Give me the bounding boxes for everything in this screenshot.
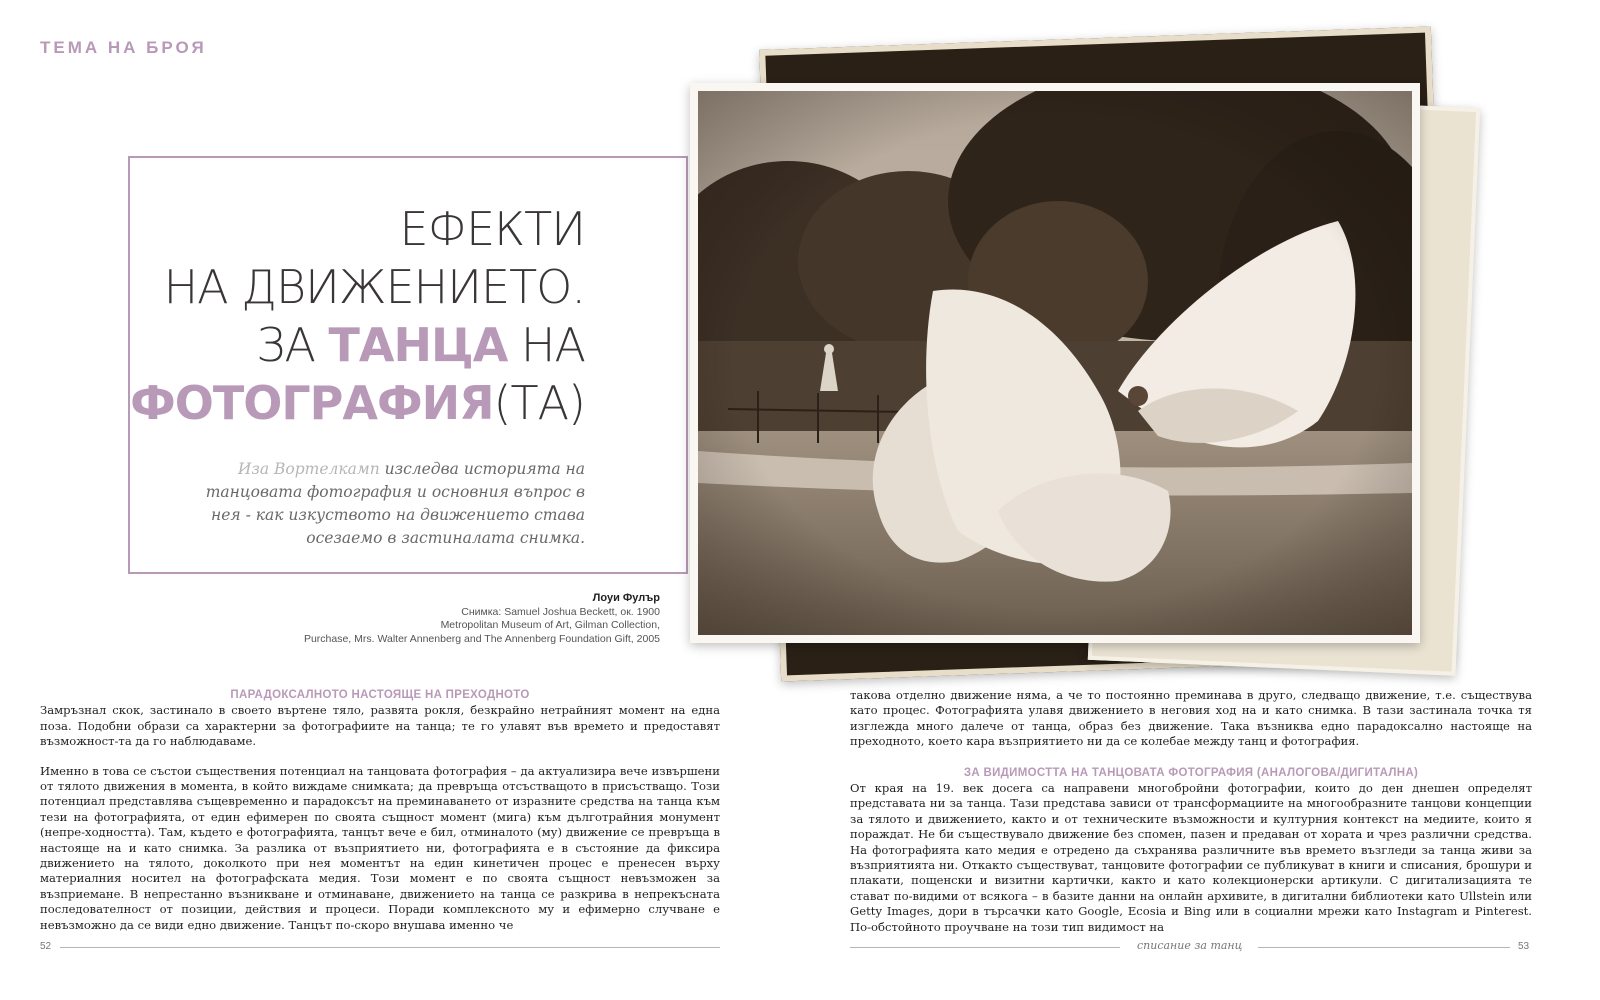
page-number-right: 53	[1518, 941, 1530, 952]
caption-title: Лоуи Фулър	[592, 592, 660, 604]
left-text-column	[40, 688, 720, 947]
left-subhead: ПАРАДОКСАЛНОТО НАСТОЯЩЕ НА ПРЕХОДНОТО	[230, 689, 530, 701]
left-paragraph-1: Замръзнал скок, застинало в своето въртене тяло, развята рокля, безкрайно нетрайният момент на една поза. Подобни образи са характерни за фотографиите на танца; те го улавят във времето и предоставят възможност-та да го наблюдаваме.	[40, 703, 720, 749]
page-number-left: 52	[40, 941, 52, 952]
article-title	[130, 200, 585, 432]
deck-author: Иза Вортелкамп	[237, 460, 380, 478]
title-line-4	[130, 374, 585, 432]
footer-rule-left	[60, 947, 720, 948]
caption-credit-3: Purchase, Mrs. Walter Annenberg and The Annenberg Foundation Gift, 2005	[303, 632, 660, 645]
footer-rule-right-a	[850, 947, 1120, 948]
magazine-folio: списание за танц	[1137, 939, 1243, 952]
dance-photograph	[690, 83, 1420, 643]
photo-caption	[304, 592, 660, 646]
title-line-4-end: (ТА)	[493, 376, 585, 430]
right-subhead: ЗА ВИДИМОСТТА НА ТАНЦОВАТА ФОТОГРАФИЯ (АНАЛОГОВА/ДИГИТАЛНА)	[963, 766, 1419, 779]
title-line-3-start: ЗА	[256, 318, 329, 372]
deck-text: изследва историята на танцовата фотография и основния въпрос в нея - как изкуството на движението става осезаемо в застиналата снимка.	[205, 460, 585, 547]
article-deck	[205, 458, 585, 550]
title-line-1: ЕФЕКТИ	[399, 202, 585, 256]
title-line-3	[130, 316, 585, 374]
title-line-2: НА ДВИЖЕНИЕТО.	[163, 260, 585, 314]
right-paragraph-2: От края на 19. век досега са направени многобройни фотографии, които до ден днешен определят представата ни за танца. Тази представа зависи от трансформациите на многообразните танцови концепции за тялото и движението, както и от техническите възможности и културния контекст на медиите, които я пораждат. Не би съществувало движение без спомен, пазен и предаван от хората и чрез различни средства. На фотографията като медия е отредено да съхранява различните във времето възгледи за танца живи за възприятията ни. Откакто съществуват, танцовите фотографии се публикуват в книги и списания, брошури и плакати, пощенски и визитни картички, както и като колекционерски артикули. С дигитализацията те стават по-видими от всякога – в базите данни на онлайн архивите, в дигитални библиотеки като Ullstein или Getty Images, дори в търсачки като Google, Ecosia и Bing или в социални мрежи като Instagram и Pinterest. По-обстойното проучване на този тип видимост на	[850, 781, 1532, 934]
dancer-photo-illustration	[698, 91, 1412, 635]
title-highlight-dance: ТАНЦА	[328, 318, 508, 372]
left-paragraph-2: Именно в това се състои съществения потенциал на танцовата фотография – да актуализира вече извършени от тялото движения в момента, в който виждаме снимката; да превръща отсъстващото в присъстващо. Този потенциал представлява същевременно и парадоксът на преминаването от изразните средства на танца към тези на фотографията, от един ефимерен по своята същност момент (мига) към дълготрайния монумент (непре-ходността). Там, където е фотографията, танцът вече е бил, отминалото (му) движение се превръща в настояще на и като снимка. За разлика от възприятието ни, фотографията е в състояние да фиксира движението на тялото, доколкото при нея моментът на един кинетичен процес е пренесен върху материалния носител на фотографската медия. Този момент е по своята същност невъзможен за възприемане. В непрестанно възникване и отминаване, движението на танца се разкрива в непрекъсната последователност от позиции, действия и процеси. Поради комплексното му и ефимерно случване е невъзможно да се види едно движение. Танцът по-скоро внушава именно че	[40, 763, 720, 932]
right-paragraph-1: такова отделно движение няма, а че то постоянно преминава в друго, следващо движение, т.е. съществува като процес. Фотографията улавя движението в неговия ход на и като снимка. В тази застинала точка тя изглежда много далече от танца, образ без движение. Така възниква едно парадоксално настояще на преходното, което кара възприятието ни да се колебае между танц и фотография.	[850, 688, 1532, 749]
section-tag: ТЕМА НА БРОЯ	[40, 38, 207, 57]
right-text-column	[850, 688, 1532, 949]
caption-credit-1: Снимка: Samuel Joshua Beckett, ок. 1900	[461, 605, 660, 618]
caption-credit-2: Metropolitan Museum of Art, Gilman Collection,	[440, 619, 660, 631]
title-highlight-photography: ФОТОГРАФИЯ	[130, 376, 494, 430]
title-line-3-end: НА	[507, 318, 585, 372]
footer-rule-right-b	[1258, 947, 1510, 948]
